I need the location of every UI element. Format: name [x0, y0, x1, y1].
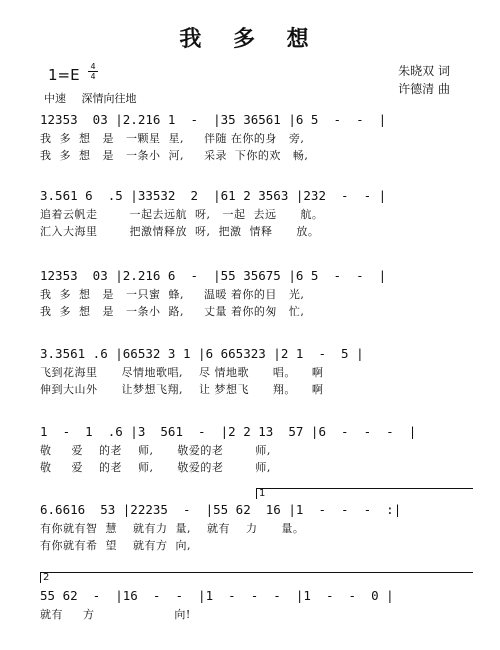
music-system-7 — [40, 588, 470, 623]
time-signature — [88, 62, 98, 81]
lyric-line-2: 我 多 想 是 一条小 河, 采录 下你的欢 畅, — [40, 149, 309, 162]
music-system-5 — [40, 424, 470, 476]
second-ending-bracket: 2 — [40, 572, 473, 583]
notation-line: 3.561 6 .5 |33532 2 |61 2 3563 |232 - - | — [40, 188, 387, 203]
lyric-line-2: 伸到大山外 让梦想飞翔, 让 梦想飞 翔。 啊 — [40, 383, 324, 396]
music-system-2 — [40, 188, 470, 240]
tempo-marking — [44, 90, 149, 106]
lyric-line-1: 追着云帆走 一起去远航 呀, 一起 去远 航。 — [40, 208, 324, 221]
expression-text: 深情向往地 — [81, 92, 137, 105]
lyric-line-2: 有你就有希 望 就有方 向, — [40, 539, 191, 552]
meter-bottom: 4 — [88, 71, 98, 81]
lyric-line-1: 有你就有智 慧 就有力 量, 就有 力 量。 — [40, 522, 305, 535]
lyric-line-2: 汇入大海里 把激情释放 呀, 把激 情释 放。 — [40, 225, 320, 238]
lyric-line-2: 我 多 想 是 一条小 路, 丈量 着你的匆 忙, — [40, 305, 305, 318]
music-system-6 — [40, 502, 470, 554]
key-signature: 1=E — [48, 66, 80, 84]
composer-credit: 许德清 曲 — [398, 82, 450, 96]
music-system-3 — [40, 268, 470, 320]
lyric-line-1: 我 多 想 是 一颗星 星, 伴随 在你的身 旁, — [40, 132, 305, 145]
notation-line: 3.3561 .6 |66532 3 1 |6 665323 |2 1 - 5 | — [40, 346, 364, 361]
first-ending-bracket: 1 — [256, 488, 473, 499]
meter-top: 4 — [90, 62, 96, 71]
notation-line: 6.6616 53 |22235 - |55 62 16 |1 - - - :| — [40, 502, 402, 517]
song-title: 我 多 想 — [179, 26, 321, 52]
lyric-line-1: 飞到花海里 尽情地歌唱, 尽 情地歌 唱。 啊 — [40, 366, 324, 379]
lyricist-credit: 朱晓双 词 — [398, 64, 450, 78]
tempo-text: 中速 — [44, 92, 66, 105]
lyric-line-1: 就有 方 向! — [40, 608, 191, 621]
notation-line: 12353 03 |2.216 6 - |55 35675 |6 5 - - | — [40, 268, 387, 283]
music-system-4 — [40, 346, 470, 398]
notation-line: 12353 03 |2.216 1 - |35 36561 |6 5 - - | — [40, 112, 387, 127]
notation-line: 55 62 - |16 - - |1 - - - |1 - - 0 | — [40, 588, 394, 603]
lyric-line-1: 我 多 想 是 一只蜜 蜂, 温暖 着你的目 光, — [40, 288, 305, 301]
lyric-line-2: 敬 爱 的老 师, 敬爱的老 师, — [40, 461, 271, 474]
music-system-1 — [40, 112, 470, 164]
notation-line: 1 - 1 .6 |3 561 - |2 2 13 57 |6 - - - | — [40, 424, 417, 439]
lyric-line-1: 敬 爱 的老 师, 敬爱的老 师, — [40, 444, 271, 457]
